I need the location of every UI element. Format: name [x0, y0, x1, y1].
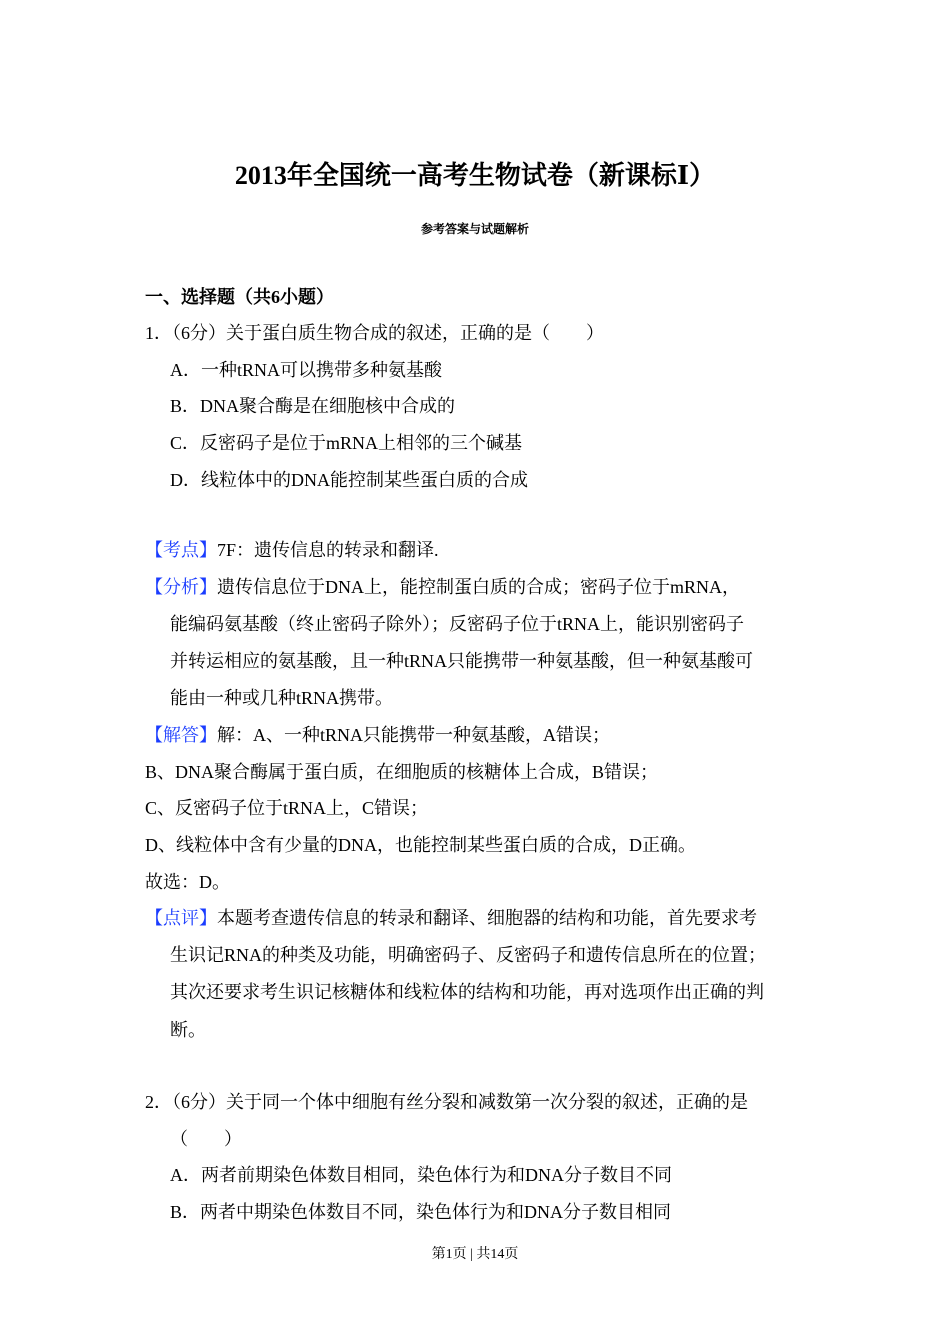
kaodian-text: 7F：遗传信息的转录和翻译. [217, 540, 439, 560]
dianping-text: 生识记RNA的种类及功能，明确密码子、反密码子和遗传信息所在的位置； [170, 945, 767, 965]
jieda-text: 解：A、一种tRNA只能携带一种氨基酸，A错误； [217, 725, 611, 745]
question-1-stem: 1．（6分）关于蛋白质生物合成的叙述，正确的是（ ） [145, 323, 604, 343]
dianping-line [145, 906, 757, 930]
question-2-stem-cont: （ ） [170, 1129, 242, 1149]
question-2-option-a: A．两者前期染色体数目相同，染色体行为和DNA分子数目不同 [170, 1165, 672, 1185]
question-2-option-b: B．两者中期染色体数目不同，染色体行为和DNA分子数目相同 [170, 1202, 672, 1222]
dianping-text: 断。 [170, 1020, 206, 1040]
question-1-option-a: A．一种tRNA可以携带多种氨基酸 [170, 360, 443, 380]
question-1-option-d: D．线粒体中的DNA能控制某些蛋白质的合成 [170, 470, 528, 490]
fenxi-text: 能由一种或几种tRNA携带。 [170, 688, 394, 708]
document-subtitle: 参考答案与试题解析 [420, 222, 529, 236]
dianping-text: 本题考查遗传信息的转录和翻译、细胞器的结构和功能，首先要求考 [217, 908, 757, 928]
document-title: 2013年全国统一高考生物试卷（新课标Ⅰ） [234, 161, 716, 190]
fenxi-text: 遗传信息位于DNA上，能控制蛋白质的合成；密码子位于mRNA， [217, 577, 740, 597]
jieda-tag: 【解答】 [145, 725, 217, 745]
dianping-text: 其次还要求考生识记核糖体和线粒体的结构和功能，再对选项作出正确的判 [170, 982, 764, 1002]
section-heading: 一、选择题（共6小题） [145, 287, 334, 307]
question-2-stem: 2．（6分）关于同一个体中细胞有丝分裂和减数第一次分裂的叙述，正确的是 [145, 1092, 748, 1112]
jieda-text: C、反密码子位于tRNA上，C错误； [145, 798, 429, 818]
dianping-tag: 【点评】 [145, 908, 217, 928]
kaodian-tag: 【考点】 [145, 540, 217, 560]
fenxi-tag: 【分析】 [145, 577, 217, 597]
fenxi-text: 并转运相应的氨基酸，且一种tRNA只能携带一种氨基酸，但一种氨基酸可 [170, 651, 754, 671]
jieda-text: B、DNA聚合酶属于蛋白质，在细胞质的核糖体上合成，B错误； [145, 762, 659, 782]
jieda-line [145, 723, 610, 747]
answer-choice: 故选：D。 [145, 872, 230, 892]
fenxi-text: 能编码氨基酸（终止密码子除外）；反密码子位于tRNA上，能识别密码子 [170, 614, 745, 634]
question-1-option-c: C．反密码子是位于mRNA上相邻的三个碱基 [170, 433, 523, 453]
kaodian-line [145, 538, 439, 562]
page-footer: 第1页 | 共14页 [431, 1247, 519, 1262]
fenxi-line [145, 575, 740, 599]
jieda-text: D、线粒体中含有少量的DNA，也能控制某些蛋白质的合成，D正确。 [145, 835, 696, 855]
question-1-option-b: B．DNA聚合酶是在细胞核中合成的 [170, 396, 456, 416]
